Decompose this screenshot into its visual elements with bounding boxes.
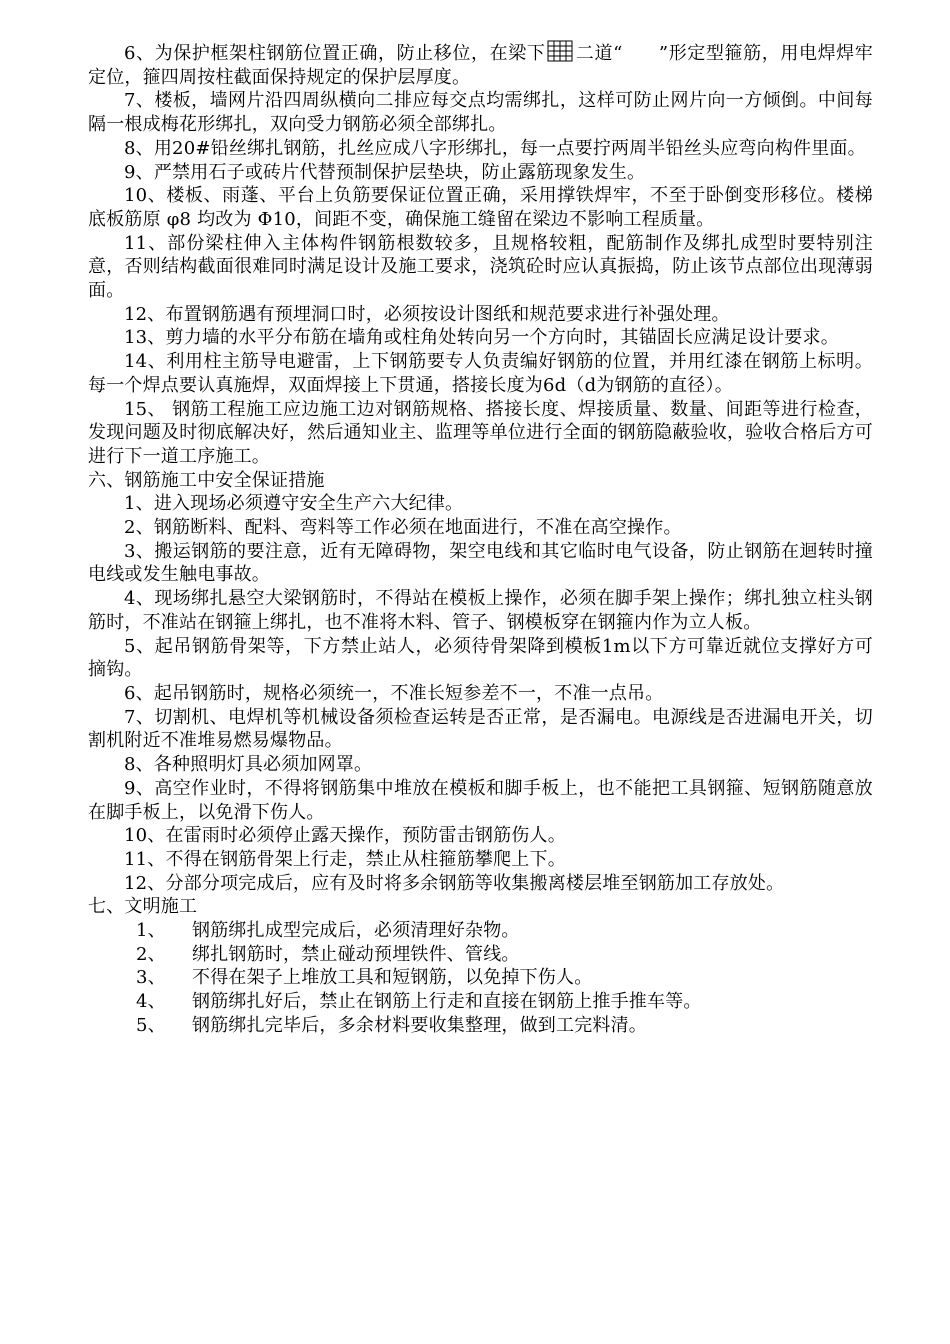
item-6: 6、为保护框架柱钢筋位置正确，防止移位，在梁下 二道“ ”形定型箍筋，用电焊焊牢定位，箍四周按柱截面保持规定的保护层厚度。	[88, 40, 873, 89]
civil-item-3: 3、 不得在架子上堆放工具和短钢筋，以免掉下伤人。	[136, 967, 593, 989]
item-9: 9、严禁用石子或砖片代替预制保护层垫块，防止露筋现象发生。	[124, 161, 646, 183]
safety-item-1: 1、进入现场必须遵守安全生产六大纪律。	[124, 493, 464, 515]
safety-item-9: 9、高空作业时，不得将钢筋集中堆放在模板和脚手板上，也不能把工具钢箍、短钢筋随意放在脚手板上，以免滑下伤人。	[88, 777, 873, 823]
item-15: 15、 钢筋工程施工应边施工边对钢筋规格、搭接长度、焊接质量、数量、间距等进行检查，发现问题及时彻底解决好，然后通知业主、监理等单位进行全面的钢筋隐蔽验收，验收合格后方可进行下一道工序施工。	[88, 398, 873, 467]
item-10: 10、楼板、雨蓬、平台上负筋要保证位置正确，采用撑铁焊牢，不至于卧倒变形移位。楼梯底板筋原 φ8 均改为 Φ10，间距不变，确保施工缝留在梁边不影响工程质量。	[88, 185, 873, 230]
safety-item-10: 10、在雷雨时必须停止露天操作，预防雷击钢筋伤人。	[124, 825, 566, 847]
safety-item-8: 8、各种照明灯具必须加网罩。	[124, 754, 373, 776]
safety-item-4: 4、现场绑扎悬空大梁钢筋时，不得站在模板上操作，必须在脚手架上操作；绑扎独立柱头钢筋时，不准站在钢箍上绑扎，也不准将木料、管子、钢模板穿在钢箍内作为立人板。	[88, 588, 873, 633]
item-8: 8、用20#铅丝绑扎钢筋，扎丝应成八字形绑扎，每一点要拧两周半铅丝头应弯向构件里面。	[124, 137, 866, 159]
safety-item-2: 2、钢筋断料、配料、弯料等工作必须在地面进行，不准在高空操作。	[124, 517, 682, 539]
safety-item-11: 11、不得在钢筋骨架上行走，禁止从柱箍筋攀爬上下。	[124, 848, 566, 870]
item-14: 14、利用柱主筋导电避雷，上下钢筋要专人负责编好钢筋的位置，并用红漆在钢筋上标明。每一个焊点要认真施焊，双面焊接上下贯通，搭接长度为6d（d为钢筋的直径）。	[88, 351, 873, 396]
civil-item-5: 5、 钢筋绑扎完毕后，多余材料要收集整理，做到工完料清。	[136, 1014, 647, 1036]
stirrup-grid-icon	[547, 40, 573, 62]
safety-item-6: 6、起吊钢筋时，规格必须统一，不准长短参差不一，不准一点吊。	[124, 682, 664, 704]
civil-item-1: 1、 钢筋绑扎成型完成后，必须清理好杂物。	[136, 920, 520, 942]
item-7: 7、楼板，墙网片沿四周纵横向二排应每交点均需绑扎，这样可防止网片向一方倾倒。中间每隔一根成梅花形绑扎，双向受力钢筋必须全部绑扎。	[88, 90, 873, 136]
safety-item-3: 3、搬运钢筋的要注意，近有无障碍物，架空电线和其它临时电气设备，防止钢筋在迴转时撞电线或发生触电事故。	[88, 540, 873, 586]
safety-item-7: 7、切割机、电焊机等机械设备须检查运转是否正常，是否漏电。电源线是否进漏电开关，切割机附近不准堆易燃易爆物品。	[88, 706, 873, 752]
section-7-heading: 七、文明施工	[88, 896, 198, 918]
civil-item-4: 4、 钢筋绑扎好后，禁止在钢筋上行走和直接在钢筋上推手推车等。	[136, 991, 702, 1013]
safety-item-5: 5、起吊钢筋骨架等，下方禁止站人，必须待骨架降到模板1m以下方可靠近就位支撑好方可摘钩。	[88, 635, 873, 681]
document-page	[88, 40, 873, 1038]
civil-item-2: 2、 绑扎钢筋时，禁止碰动预埋铁件、管线。	[136, 943, 520, 965]
section-6-heading: 六、钢筋施工中安全保证措施	[88, 469, 325, 491]
item-12: 12、布置钢筋遇有预埋洞口时，必须按设计图纸和规范要求进行补强处理。	[124, 303, 730, 325]
safety-item-12: 12、分部分项完成后，应有及时将多余钢筋等收集搬离楼层堆至钢筋加工存放处。	[124, 872, 785, 894]
item-13: 13、剪力墙的水平分布筋在墙角或柱角处转向另一个方向时，其锚固长应满足设计要求。	[124, 327, 839, 349]
item-11: 11、部份梁柱伸入主体构件钢筋根数较多，且规格较粗，配筋制作及绑扎成型时要特别注意，否则结构截面很难同时满足设计及施工要求，浇筑砼时应认真振捣，防止该节点部位出现薄弱面。	[88, 232, 873, 302]
